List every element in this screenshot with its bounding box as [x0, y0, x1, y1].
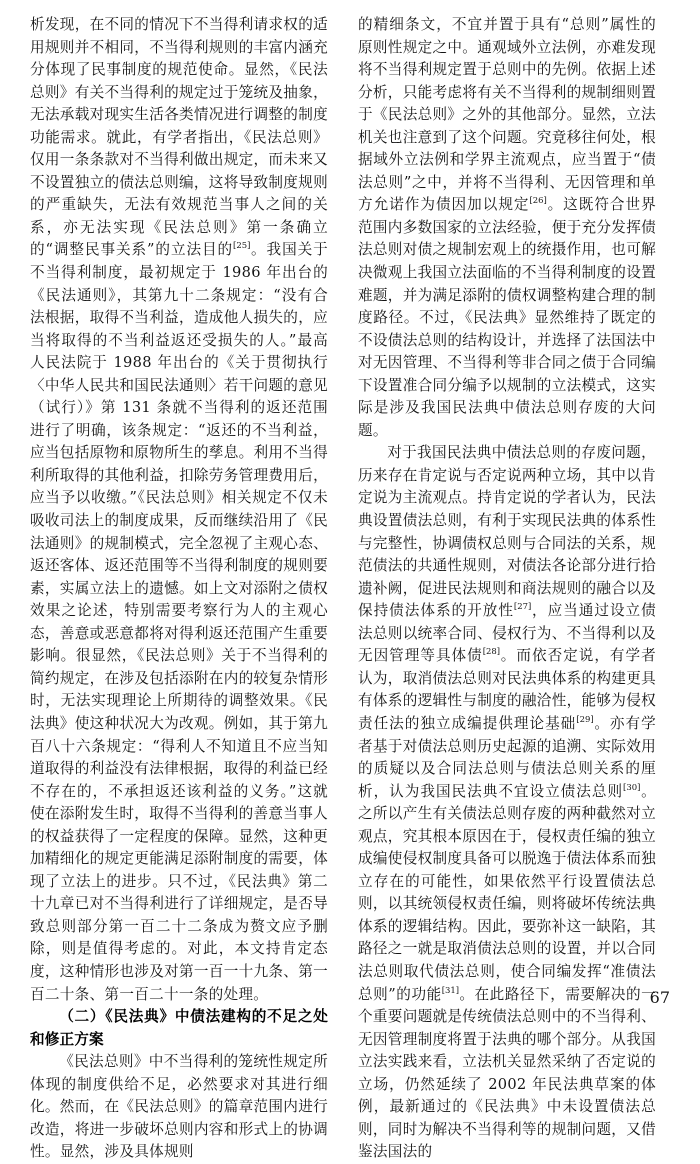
right-column [358, 14, 657, 1161]
footnote-reference: [30] [623, 781, 641, 792]
left-column [30, 14, 328, 1161]
paragraph-right-2: 对于我国民法典中债法总则的存废问题，历来存在肯定说与否定说两种立场，其中以肯定说为主流观点。持肯定说的学者认为，民法典设置债法总则，有利于实现民法典的体系性与完整性，协调债权总则与合同法的关系，规范债法的共通性规则，对债法各论部分进行拾遗补阙，促进民法规则和商法规则的融合以及保持债法体系的开放性[27]，应当通过设立债法总则以统率合同、侵权行为、不当得利以及无因管理等具体债[28]。而依否定说，有学者认为，取消债法总则对民法典体系的构建更具有体系的逻辑性与制度的融洽性，能够为侵权责任法的独立成编提供理论基础[29]。亦有学者基于对债法总则历史起源的追溯、实际效用的质疑以及合同法总则与债法总则关系的厘析，认为我国民法典不宜设立债法总则[30]。之所以产生有关债法总则存废的两种截然对立观点，究其根本原因在于，侵权责任编的独立成编使侵权制度具备可以脱逸于债法体系而独立存在的可能性，如果依然平行设置债法总则，以其统领侵权责任编，则将破坏传统法典体系的逻辑结构。因此，要弥补这一缺陷，其路径之一就是取消债法总则的设置，并以合同法总则取代债法总则，使合同编发挥“准债法总则”的功能[31]。在此路径下，需要解决的一个重要问题就是传统债法总则中的不当得利、无因管理制度将置于法典的哪个部分。从我国立法实践来看，立法机关显然采纳了否定说的立场，仍然延续了 2002 年民法典草案的体例，最新通过的《民法典》中未设置债法总则，同时为解决不当得利等的规制问题，又借鉴法国法的 [358, 444, 657, 1161]
footnote-reference: [27] [513, 601, 532, 612]
footnote-reference: [29] [576, 714, 594, 725]
paragraph-left-2: 《民法总则》中不当得利的笼统性规定所体现的制度供给不足，必然要求对其进行细化。然而，在《民法总则》的篇章范围内进行改造，将进一步破坏总则内容和形式上的协调性。显然，涉及具体规则 [30, 1053, 328, 1161]
paragraph-right-1: 的精细条文，不宜并置于具有“总则”属性的原则性规定之中。通观域外立法例，亦难发现将不当得利规定置于总则中的先例。依据上述分析，只能考虑将有关不当得利的规制细则置于《民法总则》之外的其他部分。显然，立法机关也注意到了这个问题。究竟移往何处，根据域外立法例和学界主流观点，应当置于“债法总则”之中，并将不当得利、无因管理和单方允诺作为债因加以规定[26]。这既符合世界范围内多数国家的立法经验，便于充分发挥债法总则对债之规制宏观上的统摄作用，也可解决微观上我国立法面临的不当得利制度的设置难题，并为满足添附的债权调整构建合理的制度路径。不过，《民法典》显然维持了既定的不设债法总则的结构设计，并选择了法国法中对无因管理、不当得利等非合同之债于合同编下设置准合同分编予以规制的立法模式，这实际是涉及我国民法典中债法总则存废的大问题。 [358, 16, 656, 439]
page-number: 67 [649, 988, 670, 1007]
footnote-reference: [28] [482, 646, 501, 657]
footnote-reference: [25] [233, 240, 251, 251]
footnote-reference: [26] [529, 195, 547, 206]
footnote-reference: [31] [441, 984, 460, 995]
paragraph-left-1: 析发现，在不同的情况下不当得利请求权的适用规则并不相同，不当得利规则的丰富内涵充分体现了民事制度的规范使命。显然，《民法总则》有关不当得利的规定过于笼统及抽象，无法承载对现实生活各类情况进行调整的制度功能需求。就此，有学者指出，《民法总则》仅用一条条款对不当得利做出规定，而未来又不设置独立的债法总则编，这将导致制度规则的严重缺失，无法有效规范当事人之间的关系，亦无法实现《民法总则》第一条确立的“调整民事关系”的立法目的[25]。我国关于不当得利制度，最初规定于 1986 年出台的《民法通则》，其第九十二条规定：“没有合法根据，取得不当利益，造成他人损失的，应当将取得的不当利益返还受损失的人。”最高人民法院于 1988 年出台的《关于贯彻执行〈中华人民共和国民法通则〉若干问题的意见（试行）》第 131 条就不当得利的返还范围进行了明确，该条规定：“返还的不当利益，应当包括原物和原物所生的孳息。利用不当得利所取得的其他利益，扣除劳务管理费用后，应当予以收缴。”《民法总则》相关规定不仅未吸收司法上的制度成果，反而继续沿用了《民法通则》的规制模式，完全忽视了主观心态、返还客体、返还范围等不当得利制度的规则要素，实属立法上的遗憾。如上文对添附之债权效果之论述，特别需要考察行为人的主观心态，善意或恶意都将对得利返还范围产生重要影响。很显然，《民法总则》关于不当得利的简约规定，在涉及包括添附在内的较复杂情形时，无法实现理论上所期待的调整效果。《民法典》使这种状况大为改观。例如，其于第九百八十六条规定：“得利人不知道且不应当知道取得的利益没有法律根据，取得的利益已经不存在的，不承担返还该利益的义务。”这就使在添附发生时，取得不当得利的善意当事人的权益获得了一定程度的保障。显然，这种更加精细化的规定更能满足添附制度的需要，体现了立法上的进步。只不过，《民法典》第二十九章已对不当得利进行了详细规定，是否导致总则部分第一百二十二条成为赘文应予删除，则是值得考虑的。对此，本文持肯定态度，这种情形也涉及对第一百一十九条、第一百二十条、第一百二十一条的处理。 [30, 16, 328, 1003]
section-heading: （二）《民法典》中债法建构的不足之处和修正方案 [30, 1008, 328, 1048]
